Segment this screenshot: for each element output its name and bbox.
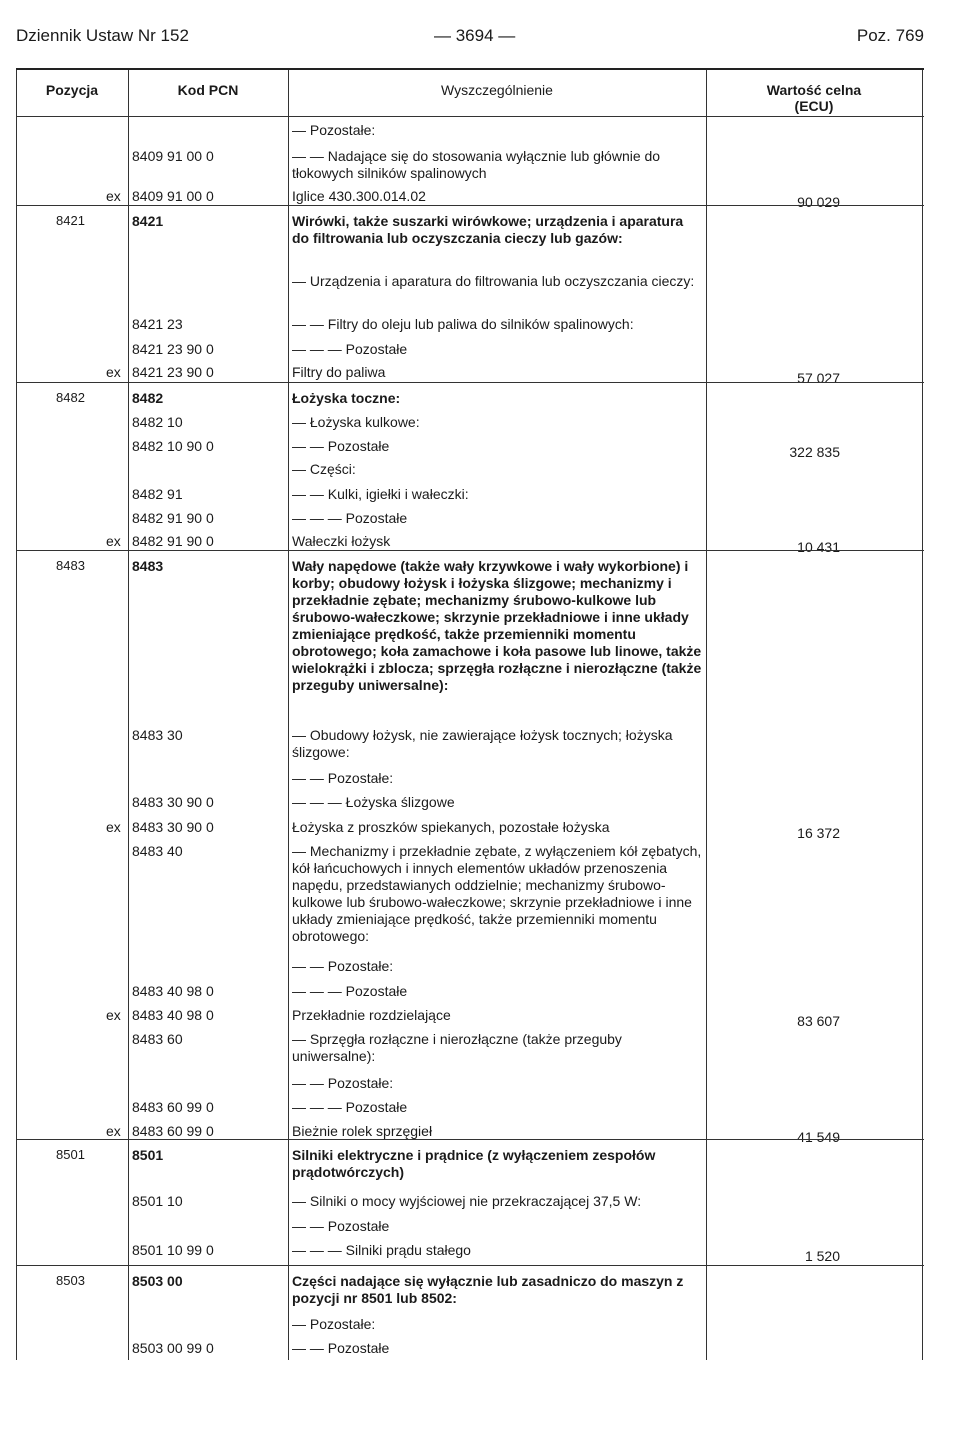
- row-code: 8409 91 00 0: [132, 188, 214, 204]
- row-value: 10 431: [797, 539, 840, 555]
- row-code: 8501: [132, 1147, 164, 1163]
- row-description: Wały napędowe (także wały krzywkowe i wały wykorbione) i korby; obudowy łożysk i łożyska ślizgowe; mechanizmy i przekładnie zębate; mechanizmy śrubowo-kulkowe lub śrubowo-wałeczkowe; skrzynie przekładniowe i inne układy zmieniające prędkość, także przemienniki momentu obrotowego; koła zamachowe i koła pasowe lub linowe, także wielokrążki i zblocza; sprzęgła rozłączne i nierozłączne (także przeguby uniwersalne):: [292, 558, 706, 693]
- row-code: 8482 91: [132, 486, 183, 502]
- row-code: 8421 23 90 0: [132, 341, 214, 357]
- row-ex-marker: ex: [106, 364, 121, 380]
- row-ex-marker: ex: [106, 1123, 121, 1139]
- row-description: — — — Pozostałe: [292, 1099, 408, 1115]
- section-divider: [16, 382, 924, 383]
- row-code: 8501 10: [132, 1193, 183, 1209]
- row-description: Przekładnie rozdzielające: [292, 1007, 451, 1023]
- row-code: 8482 10 90 0: [132, 438, 214, 454]
- row-code: 8483 60 99 0: [132, 1123, 214, 1139]
- row-code: 8483 30 90 0: [132, 819, 214, 835]
- header-wartosc: [706, 82, 922, 114]
- column-divider-2: [288, 70, 289, 1360]
- tariff-table: [16, 68, 924, 1360]
- row-code: 8483 40 98 0: [132, 983, 214, 999]
- row-description: — — Pozostałe:: [292, 1075, 394, 1091]
- row-description: Części nadające się wyłącznie lub zasadniczo do maszyn z pozycji nr 8501 lub 8502:: [292, 1273, 688, 1306]
- row-code: 8483 40 98 0: [132, 1007, 214, 1023]
- row-description: Filtry do paliwa: [292, 364, 386, 380]
- row-description: — — Filtry do oleju lub paliwa do silników spalinowych:: [292, 316, 634, 332]
- row-value: 90 029: [797, 194, 840, 210]
- row-description: — Łożyska kulkowe:: [292, 414, 420, 430]
- row-description: — Części:: [292, 461, 356, 477]
- row-position: 8482: [56, 390, 85, 405]
- row-code: 8483 30 90 0: [132, 794, 214, 810]
- page-header: [16, 26, 924, 50]
- row-description: — Silniki o mocy wyjściowej nie przekraczającej 37,5 W:: [292, 1193, 642, 1209]
- row-ex-marker: ex: [106, 1007, 121, 1023]
- section-divider: [16, 205, 924, 206]
- row-description: — — Pozostałe: [292, 1340, 390, 1356]
- header-pozycja: Pozycja: [45, 82, 99, 98]
- row-code: 8483 60 99 0: [132, 1099, 214, 1115]
- row-description: — — Kulki, igiełki i wałeczki:: [292, 486, 469, 502]
- row-description: Silniki elektryczne i prądnice (z wyłączeniem zespołów prądotwórczych): [292, 1147, 660, 1180]
- row-description: — Urządzenia i aparatura do filtrowania lub oczyszczania cieczy:: [292, 273, 695, 289]
- row-value: 83 607: [797, 1013, 840, 1029]
- row-description: Łożyska toczne:: [292, 390, 401, 406]
- row-description: — — Pozostałe: [292, 1218, 390, 1234]
- row-value: 57 027: [797, 370, 840, 386]
- table-border-right: [922, 70, 923, 1360]
- row-description: — — — Pozostałe: [292, 983, 408, 999]
- row-code: 8482 91 90 0: [132, 533, 214, 549]
- section-divider: [16, 1139, 924, 1140]
- row-code: 8482: [132, 390, 164, 406]
- row-ex-marker: ex: [106, 188, 121, 204]
- row-code: 8482 10: [132, 414, 183, 430]
- row-description: Bieżnie rolek sprzęgieł: [292, 1123, 433, 1139]
- row-ex-marker: ex: [106, 533, 121, 549]
- row-description: — — Nadające się do stosowania wyłącznie lub głównie do tłokowych silników spalinowych: [292, 148, 664, 181]
- header-wartosc-line2: (ECU): [794, 98, 834, 114]
- page-number: — 3694 —: [434, 26, 516, 45]
- row-code: 8483 40: [132, 843, 183, 859]
- row-description: Wałeczki łożysk: [292, 533, 391, 549]
- row-position: 8421: [56, 213, 85, 228]
- row-description: — — — Pozostałe: [292, 510, 408, 526]
- row-code: 8483 30: [132, 727, 183, 743]
- row-code: 8421 23 90 0: [132, 364, 214, 380]
- row-value: 1 520: [804, 1248, 840, 1264]
- header-wartosc-line1: Wartość celna: [766, 82, 862, 98]
- header-wyszczegolnienie: Wyszczególnienie: [441, 82, 553, 98]
- row-description: — — Pozostałe: [292, 438, 390, 454]
- journal-title: Dziennik Ustaw Nr 152: [16, 26, 189, 45]
- section-divider: [16, 1265, 924, 1266]
- row-description: Wirówki, także suszarki wirówkowe; urządzenia i aparatura do filtrowania lub oczyszczania cieczy lub gazów:: [292, 213, 688, 246]
- row-code: 8483 60: [132, 1031, 183, 1047]
- position-number: Poz. 769: [856, 26, 924, 45]
- row-description: Łożyska z proszków spiekanych, pozostałe łożyska: [292, 819, 610, 835]
- row-description: — Pozostałe:: [292, 122, 376, 138]
- header-kod: Kod PCN: [177, 82, 239, 98]
- header-divider: [16, 116, 924, 117]
- row-value: 16 372: [797, 825, 840, 841]
- row-description: — Mechanizmy i przekładnie zębate, z wyłączeniem kół zębatych, kół łańcuchowych i innych elementów układów przenoszenia napędu, przedstawianych oddzielnie; mechanizmy śrubowo-kulkowe lub śrubowo-wałeczkowe; skrzynie przekładniowe i inne układy zmieniające prędkość, także przemienniki momentu obrotowego:: [292, 843, 706, 944]
- row-description: — — Pozostałe:: [292, 770, 394, 786]
- row-code: 8501 10 99 0: [132, 1242, 214, 1258]
- row-description: — Sprzęgła rozłączne i nierozłączne (także przeguby uniwersalne):: [292, 1031, 626, 1064]
- column-divider-3: [706, 70, 707, 1360]
- row-ex-marker: ex: [106, 819, 121, 835]
- section-divider: [16, 550, 924, 551]
- row-code: 8421 23: [132, 316, 183, 332]
- row-position: 8503: [56, 1273, 85, 1288]
- row-value: 41 549: [797, 1129, 840, 1145]
- row-position: 8501: [56, 1147, 85, 1162]
- row-code: 8482 91 90 0: [132, 510, 214, 526]
- column-divider-1: [128, 70, 129, 1360]
- row-value: 322 835: [789, 444, 840, 460]
- row-description: — — — Silniki prądu stałego: [292, 1242, 471, 1258]
- row-code: 8503 00: [132, 1273, 183, 1289]
- row-description: — — Pozostałe:: [292, 958, 394, 974]
- row-description: — — — Łożyska ślizgowe: [292, 794, 455, 810]
- table-border-left: [16, 70, 17, 1360]
- row-description: — Obudowy łożysk, nie zawierające łożysk tocznych; łożyska ślizgowe:: [292, 727, 677, 760]
- row-position: 8483: [56, 558, 85, 573]
- row-code: 8409 91 00 0: [132, 148, 214, 164]
- row-description: Iglice 430.300.014.02: [292, 188, 426, 204]
- row-code: 8483: [132, 558, 164, 574]
- row-code: 8421: [132, 213, 164, 229]
- row-code: 8503 00 99 0: [132, 1340, 214, 1356]
- row-description: — — — Pozostałe: [292, 341, 408, 357]
- row-description: — Pozostałe:: [292, 1316, 376, 1332]
